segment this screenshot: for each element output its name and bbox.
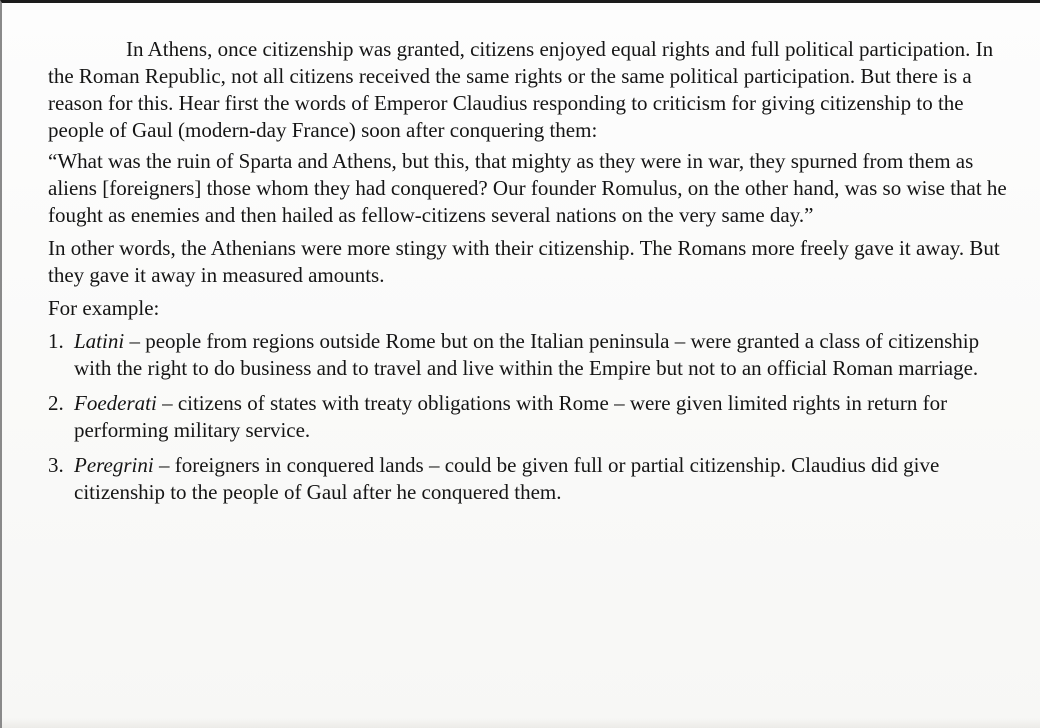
list-number: 2. — [48, 391, 64, 415]
claudius-quote: “What was the ruin of Sparta and Athens, but this, that mighty as they were in war, they spurned from them as aliens [foreigners] those whom they had conquered? Our founder Romulus, on the other hand, was so wise that he fought as enemies and then hailed as fellow-citizens several nations on the very same day.” — [48, 149, 1007, 227]
document-body — [48, 36, 1008, 514]
summary-paragraph: In other words, the Athenians were more stingy with their citizenship. The Romans more freely gave it away. But they gave it away in measured amounts. — [48, 236, 1000, 287]
list-item-latini — [48, 328, 1008, 382]
list-description: – people from regions outside Rome but on the Italian peninsula – were granted a class of citizenship with the right to do business and to travel and live within the Empire but not to an official Roman marriage. — [74, 329, 980, 380]
intro-paragraph: In Athens, once citizenship was granted, citizens enjoyed equal rights and full political participation. In the Roman Republic, not all citizens received the same rights or the same political participation. But there is a reason for this. Hear first the words of Emperor Claudius responding to criticism for giving citizenship to the people of Gaul (modern-day France) soon after conquering them: — [48, 37, 994, 142]
page-bottom-edge — [2, 718, 1040, 728]
list-item-peregrini — [48, 452, 1008, 506]
list-term: Peregrini — [74, 453, 154, 477]
list-item-foederati — [48, 390, 1008, 444]
list-number: 1. — [48, 329, 64, 353]
examples-list — [48, 328, 1008, 506]
list-term: Latini — [74, 329, 125, 353]
list-description: – foreigners in conquered lands – could be given full or partial citizenship. Claudius did give citizenship to the people of Gaul after he conquered them. — [74, 453, 940, 504]
list-description: – citizens of states with treaty obligations with Rome – were given limited rights in return for performing military service. — [74, 391, 948, 442]
list-number: 3. — [48, 453, 64, 477]
list-term: Foederati — [74, 391, 157, 415]
example-intro: For example: — [48, 296, 160, 320]
